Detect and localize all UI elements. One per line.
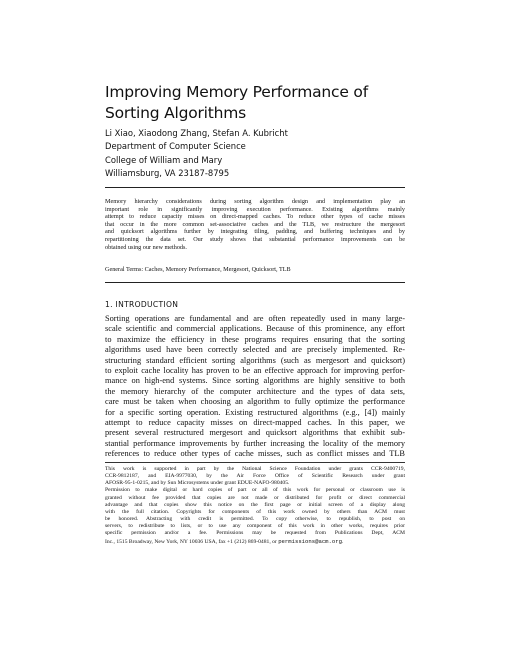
paper-title: Improving Memory Performance of Sorting Algorithms bbox=[105, 83, 368, 122]
author-department: Department of Computer Science bbox=[105, 141, 246, 152]
intro-paragraph bbox=[105, 314, 405, 460]
section-heading: 1. INTRODUCTION bbox=[105, 300, 179, 309]
footnote-line: advantage and that copies show this notice on the first page or initial screen of a display along bbox=[105, 501, 405, 508]
permissions-email-link[interactable]: permissions@acm.org bbox=[278, 537, 342, 545]
footnote-line: granted without fee provided that copies are not made or distributed for profit or direct commercial bbox=[105, 494, 405, 501]
abstract bbox=[105, 198, 405, 251]
intro-line: Sorting operations are fundamental and are often repeatedly used in many large- bbox=[105, 314, 405, 323]
intro-line: algorithms used have been correctly selected and are precisely implemented. Re- bbox=[105, 345, 405, 355]
footnote-line: Permission to make digital or hard copies of part or all of this work for personal or classroom use is bbox=[105, 487, 405, 494]
abstract-line: that occur in the more common set-associative caches and the TLB, we restructure the mergesort bbox=[105, 220, 405, 228]
footnote-line: with the full citation. Copyrights for components of this work owned by others than ACM must bbox=[105, 508, 405, 515]
author-location: Williamsburg, VA 23187-8795 bbox=[105, 167, 230, 178]
intro-line: stantial performance improvements by further increasing the locality of the memory bbox=[105, 438, 405, 448]
footnote-line: This work is supported in part by the National Science Foundation under grants CCR-9400719, bbox=[105, 466, 405, 472]
abstract-line: Memory hierarchy considerations during sorting algorithm design and implementation play an bbox=[105, 198, 405, 205]
footnote-line: AFOSR-95-1-0215, and by Sun Microsystems under grant EDUE-NAFO-980405. bbox=[105, 480, 290, 487]
intro-line: present several restructured mergesort and quicksort algorithms that exhibit sub- bbox=[105, 428, 405, 438]
intro-line: care must be taken when choosing an algorithm to fully optimize the performance bbox=[105, 397, 405, 407]
intro-line: references to reduce other types of cache misses, such as conflict misses and TLB bbox=[105, 449, 405, 459]
intro-line: for a specific sorting operation. Existing restructured algorithms (e.g., [4]) mainly bbox=[105, 407, 405, 417]
abstract-line: repartitioning the data set. Our study shows that substantial performance improvements can be bbox=[105, 235, 405, 243]
footnote-line: specific permission and/or a fee. Permissions may be requested from Publications Dept, ACM bbox=[105, 530, 405, 537]
author-names: Li Xiao, Xiaodong Zhang, Stefan A. Kubricht bbox=[105, 128, 288, 138]
footnote-line-text: Inc., 1515 Broadway, New York, NY 10036 USA, fax +1 (212) 869-0481, or bbox=[105, 538, 277, 545]
intro-line: structuring standard efficient sorting algorithms (such as mergesort and quicksort) bbox=[105, 355, 405, 365]
general-terms: General Terms: Caches, Memory Performance, Mergesort, Quicksort, TLB bbox=[105, 266, 291, 273]
abstract-bottom-rule bbox=[105, 282, 405, 283]
abstract-line: attempt to reduce capacity misses on direct-mapped caches. To reduce other types of cache misses bbox=[105, 213, 405, 221]
footnote-rule bbox=[105, 462, 405, 463]
author-college: College of William and Mary bbox=[105, 154, 223, 165]
footnote-line bbox=[105, 538, 405, 546]
footnote-line: be honored. Abstracting with credit is permitted. To copy otherwise, to republish, to post on bbox=[105, 516, 405, 523]
intro-line: the memory hierarchy of the computer architecture and the types of data sets, bbox=[105, 386, 405, 396]
author-block bbox=[105, 127, 288, 180]
intro-line: attempt to reduce capacity misses on direct-mapped caches. In this paper, we bbox=[105, 418, 405, 428]
footnote bbox=[105, 466, 405, 546]
abstract-line: and quicksort algorithms further by integrating tiling, padding, and buffering techniques and by bbox=[105, 228, 405, 236]
intro-line: to exploit cache locality has proven to be an effective approach for improving perfor- bbox=[105, 366, 405, 376]
abstract-line: obtained using our new methods. bbox=[105, 243, 187, 251]
abstract-line: important role in significantly improving execution performance. Existing algorithms mainly bbox=[105, 205, 405, 213]
abstract-top-rule bbox=[105, 187, 405, 188]
footnote-line: servers, to redistribute to lists, or to use any component of this work in other works, requires prior bbox=[105, 523, 405, 530]
footnote-line: CCR-9812187, and EIA-9977030, by the Air Force Office of Scientific Research under grant bbox=[105, 473, 405, 480]
intro-line: to maximize the efficiency in these programs requires ensuring that the sorting bbox=[105, 334, 405, 344]
intro-line: mance on high-end systems. Since sorting algorithms are highly sensitive to both bbox=[105, 376, 405, 386]
footnote-period: . bbox=[341, 538, 344, 545]
intro-line: scale scientific and commercial applications. Because of this prominence, any effort bbox=[105, 324, 405, 334]
